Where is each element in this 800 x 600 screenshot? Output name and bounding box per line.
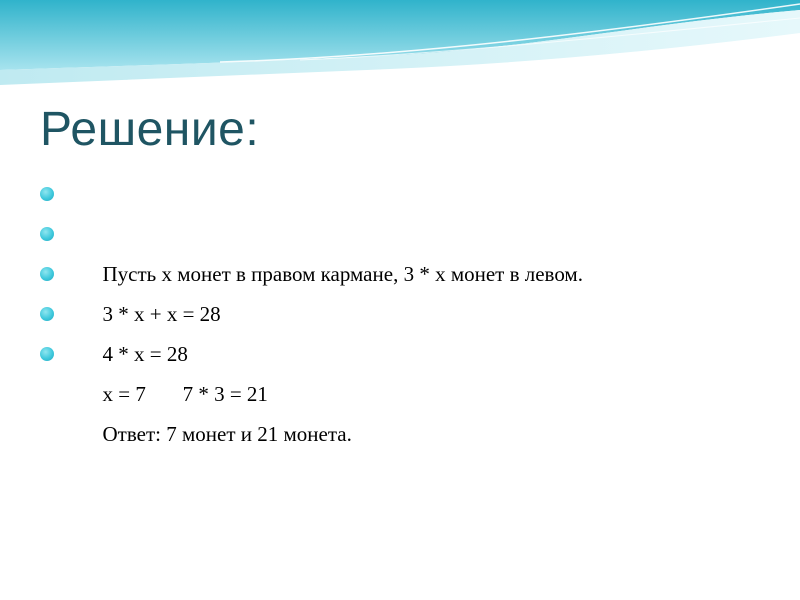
bullet-dot-icon xyxy=(40,347,54,361)
list-item xyxy=(40,174,583,286)
header-wave-decoration xyxy=(0,0,800,92)
bullet-dot-icon xyxy=(40,307,54,321)
bullet-dot-icon xyxy=(40,187,54,201)
bullet-dot-icon xyxy=(40,267,54,281)
bullet-list xyxy=(40,174,583,446)
bullet-text: Пусть х монет в правом кармане, 3 * х монет в левом. xyxy=(102,262,583,286)
bullet-text: 3 * х + х = 28 xyxy=(102,302,221,326)
bullet-text: х = 7 7 * 3 = 21 xyxy=(102,382,268,406)
slide-title: Решение: xyxy=(40,103,260,156)
bullet-dot-icon xyxy=(40,227,54,241)
bullet-text: 4 * х = 28 xyxy=(102,342,188,366)
bullet-text: Ответ: 7 монет и 21 монета. xyxy=(102,422,352,446)
